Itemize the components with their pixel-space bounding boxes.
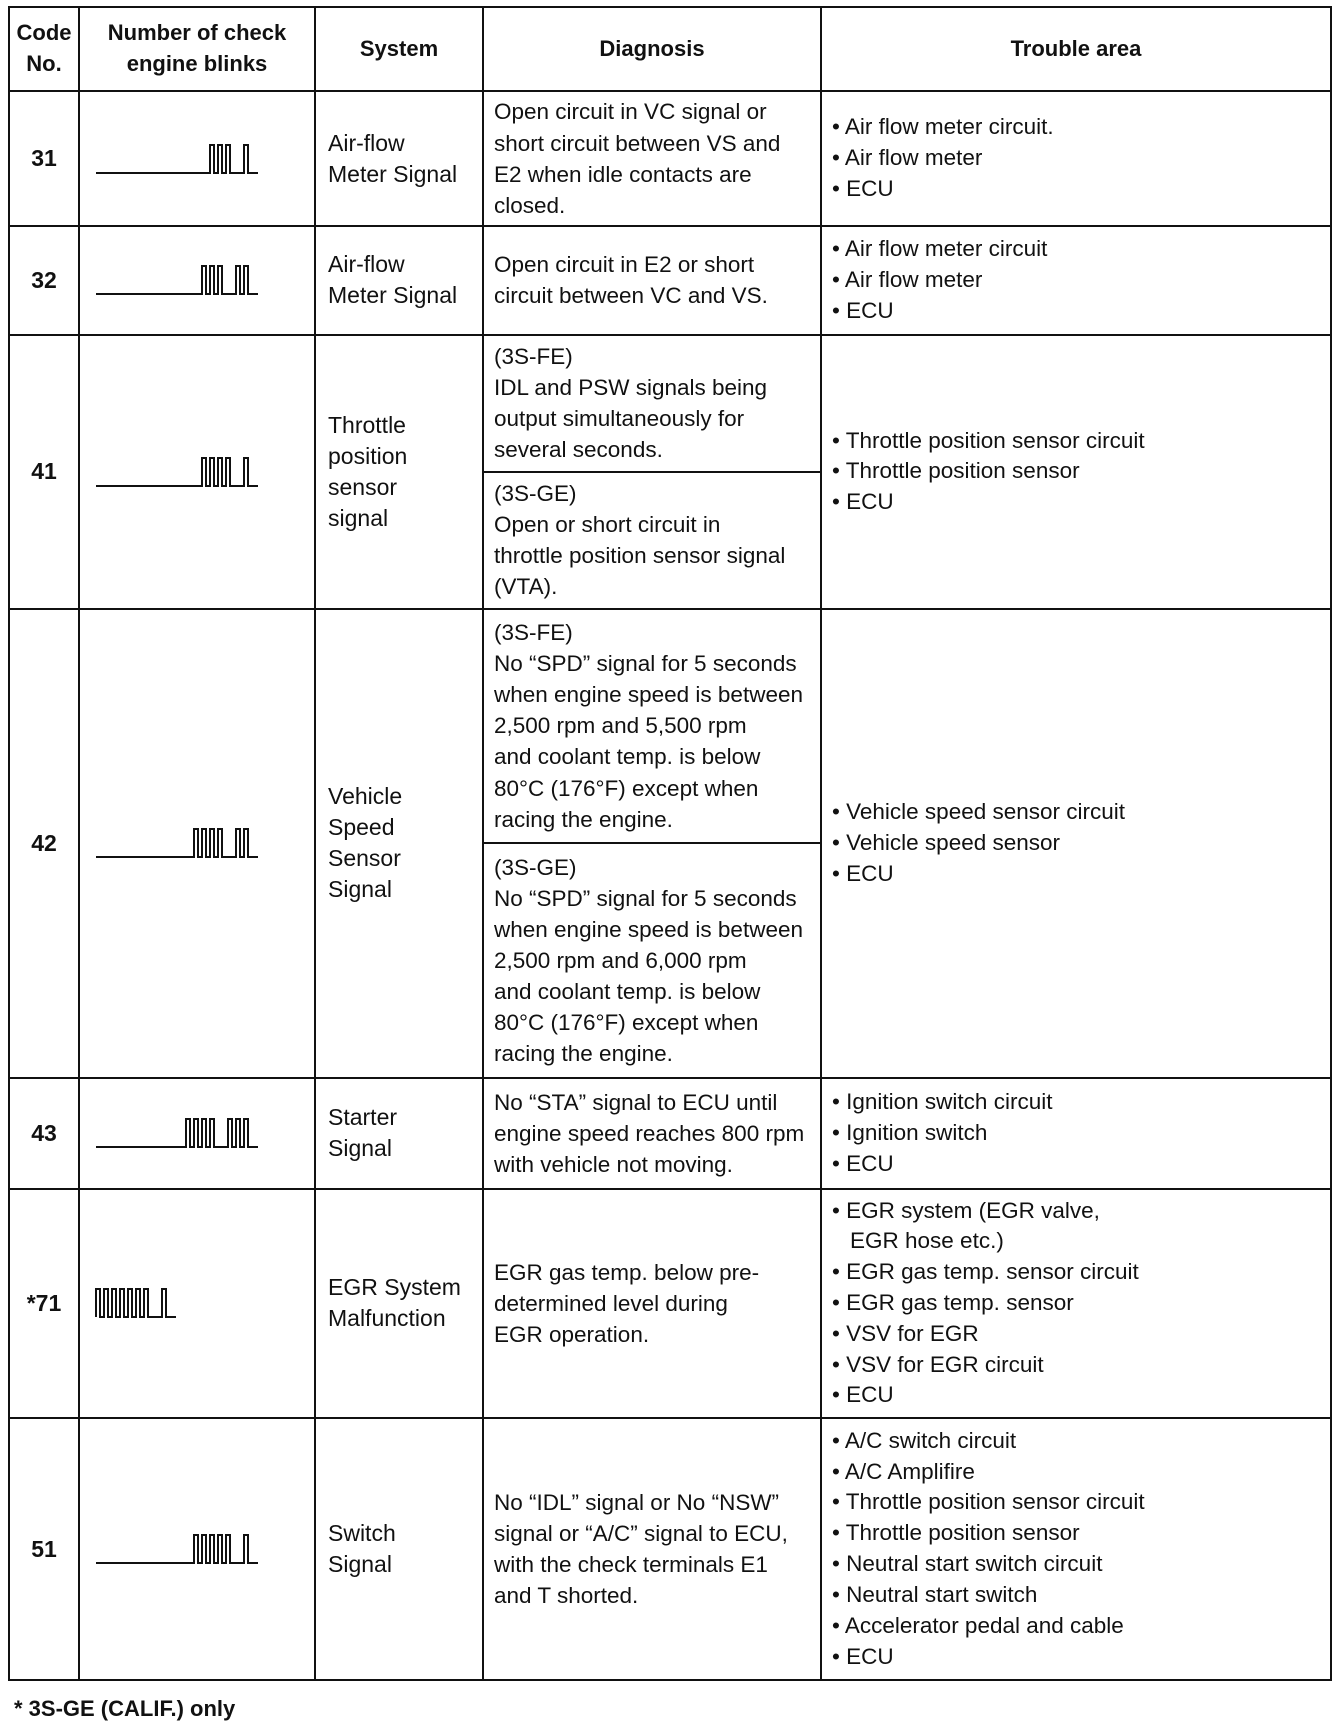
code-number: 32 (9, 226, 79, 335)
diagnosis-3s-ge: (3S-GE) No “SPD” signal for 5 seconds when engine speed is between 2,500 rpm and 6,000 rpm and coolant temp. is below 80°C (176°F) except when racing the engine. (483, 843, 821, 1078)
blink-waveform (96, 266, 258, 294)
trouble-area: • Air flow meter circuit • Air flow meter • ECU (821, 226, 1331, 335)
diagnosis: Open circuit in E2 or short circuit between VC and VS. (483, 226, 821, 335)
header-system: System (315, 7, 483, 91)
blink-waveform (96, 1119, 258, 1147)
system-name: Starter Signal (315, 1078, 483, 1189)
system-name: Throttle position sensor signal (315, 335, 483, 609)
blink-waveform (96, 1289, 176, 1317)
blink-pattern-icon (79, 91, 315, 226)
code-number: 31 (9, 91, 79, 226)
table-row (9, 226, 1331, 335)
code-number: 41 (9, 335, 79, 609)
trouble-area: • Air flow meter circuit. • Air flow meter • ECU (821, 91, 1331, 226)
table-row (9, 609, 1331, 844)
table-row (9, 91, 1331, 226)
footnote: * 3S-GE (CALIF.) only (14, 1696, 236, 1721)
header-trouble-area: Trouble area (821, 7, 1331, 91)
blink-waveform (96, 1535, 258, 1563)
system-name: Air-flow Meter Signal (315, 91, 483, 226)
system-name: Switch Signal (315, 1418, 483, 1680)
header-code: Code No. (9, 7, 79, 91)
blink-pattern-icon (79, 1078, 315, 1189)
blink-waveform (96, 829, 258, 857)
code-number: 51 (9, 1418, 79, 1680)
blink-waveform (96, 145, 258, 173)
blink-pattern-icon (79, 609, 315, 1078)
blink-waveform (96, 458, 258, 486)
code-number: 43 (9, 1078, 79, 1189)
system-name: Air-flow Meter Signal (315, 226, 483, 335)
diagnosis-3s-fe: (3S-FE) No “SPD” signal for 5 seconds when engine speed is between 2,500 rpm and 5,500 rpm and coolant temp. is below 80°C (176°F) except when racing the engine. (483, 609, 821, 844)
trouble-area: • Throttle position sensor circuit • Throttle position sensor • ECU (821, 335, 1331, 609)
diagnosis-3s-ge: (3S-GE) Open or short circuit in throttle position sensor signal (VTA). (483, 472, 821, 609)
trouble-area: • Ignition switch circuit • Ignition switch • ECU (821, 1078, 1331, 1189)
header-blinks: Number of check engine blinks (79, 7, 315, 91)
diagnosis: No “STA” signal to ECU until engine speed reaches 800 rpm with vehicle not moving. (483, 1078, 821, 1189)
diagnostic-code-table (8, 6, 1332, 1681)
diagnosis: EGR gas temp. below pre- determined level during EGR operation. (483, 1189, 821, 1419)
table-row (9, 1189, 1331, 1419)
diagnosis: Open circuit in VC signal or short circuit between VS and E2 when idle contacts are closed. (483, 91, 821, 226)
blink-pattern-icon (79, 226, 315, 335)
trouble-area: • A/C switch circuit • A/C Amplifire • Throttle position sensor circuit • Throttle position sensor • Neutral start switch circuit • Neutral start switch • Accelerator pedal and cable • ECU (821, 1418, 1331, 1680)
code-number: 42 (9, 609, 79, 1078)
blink-pattern-icon (79, 1418, 315, 1680)
diagnosis-3s-fe: (3S-FE) IDL and PSW signals being output simultaneously for several seconds. (483, 335, 821, 472)
blink-pattern-icon (79, 335, 315, 609)
table-row (9, 1418, 1331, 1680)
trouble-area: • Vehicle speed sensor circuit • Vehicle speed sensor • ECU (821, 609, 1331, 1078)
trouble-area: • EGR system (EGR valve, EGR hose etc.) • EGR gas temp. sensor circuit • EGR gas temp. sensor • VSV for EGR • VSV for EGR circuit • ECU (821, 1189, 1331, 1419)
system-name: Vehicle Speed Sensor Signal (315, 609, 483, 1078)
blink-pattern-icon (79, 1189, 315, 1419)
diagnosis: No “IDL” signal or No “NSW” signal or “A/C” signal to ECU, with the check terminals E1 and T shorted. (483, 1418, 821, 1680)
header-diagnosis: Diagnosis (483, 7, 821, 91)
table-row (9, 335, 1331, 472)
table-row (9, 1078, 1331, 1189)
code-number: *71 (9, 1189, 79, 1419)
system-name: EGR System Malfunction (315, 1189, 483, 1419)
